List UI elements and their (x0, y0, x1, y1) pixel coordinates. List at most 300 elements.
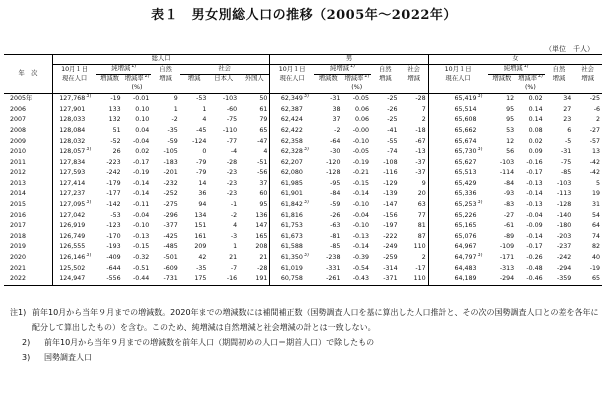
cell-m_rate: -0.15 (352, 179, 370, 187)
cell-m_pop: 61,985 (270, 179, 314, 190)
footnote-mark: 3) (86, 94, 92, 100)
year-cell: 2011 (10, 158, 27, 166)
note-3: 3) 国勢調査人口 (22, 353, 92, 362)
cell-t_jp: -110 (222, 126, 238, 134)
cell-f_chg: -93 (503, 190, 515, 198)
cell-m_soc: -28 (415, 95, 426, 103)
year-cell: 2019 (10, 243, 27, 251)
cell-f_chg: -89 (503, 232, 515, 240)
cell-t_rate: -0.17 (132, 158, 150, 166)
cell-f_nat: 34 (563, 95, 572, 103)
cell-m_chg: -59 (330, 201, 341, 209)
cell-t_nat: -609 (163, 264, 178, 272)
cell-t_chg: 51 (112, 126, 121, 134)
unit-label: （単位 千人） (545, 45, 594, 53)
cell-t_nat: -275 (163, 201, 178, 209)
cell-t_pop: 128,033 (52, 115, 96, 126)
cell-t_jp: -16 (208, 274, 239, 285)
footnote-mark: 3) (303, 200, 309, 206)
cell-f_pop: 64,189 (428, 274, 487, 285)
cell-t_rate: -0.13 (132, 232, 150, 240)
cell-t_pop: 127,7683) (52, 94, 96, 105)
cell-t_soc: 36 (198, 190, 207, 198)
cell-m_nat: -25 (387, 95, 398, 103)
cell-m_nat: -197 (383, 222, 398, 230)
footnote-mark: 3) (86, 200, 92, 206)
cell-t_nat: -2 (171, 116, 178, 124)
cell-m_rate: -0.43 (342, 274, 371, 285)
cell-t_pop: 126,555 (52, 242, 96, 253)
cell-f_rate: 0.14 (528, 105, 543, 113)
cell-f_rate: -0.46 (516, 274, 545, 285)
cell-t_fg: 37 (259, 179, 268, 187)
cell-t_nat: -201 (163, 169, 178, 177)
cell-t_fg: 136 (255, 211, 268, 219)
cell-f_chg: -114 (499, 169, 515, 177)
cell-t_pop: 127,042 (52, 211, 96, 222)
cell-f_rate: -0.26 (526, 254, 543, 262)
cell-f_nat: -128 (556, 201, 572, 209)
change-rate-unit-female: (%) (516, 84, 545, 94)
cell-t_pop: 124,947 (52, 274, 96, 285)
cell-m_pop: 60,758 (270, 274, 314, 285)
year-header: 年 次 (4, 55, 52, 94)
cell-m_chg: -85 (330, 243, 341, 251)
cell-t_fg: -51 (257, 158, 268, 166)
cell-m_chg: 38 (332, 105, 341, 113)
cell-m_chg: -84 (330, 190, 341, 198)
net-change-header-female: 純増減$^{1)}$ (488, 65, 545, 75)
net-change-header-male: 純増減$^{1)}$ (314, 65, 371, 75)
cell-t_jp: -23 (226, 169, 238, 177)
cell-f_pop: 65,076 (428, 232, 487, 243)
cell-m_rate: -0.10 (352, 137, 370, 145)
cell-f_rate: -0.16 (526, 158, 543, 166)
cell-m_nat: -25 (387, 116, 398, 124)
change-rate-unit-male: (%) (342, 84, 371, 94)
cell-f_chg: 56 (506, 148, 515, 156)
cell-f_chg: -313 (499, 264, 515, 272)
cell-m_pop: 61,673 (270, 232, 314, 243)
cell-t_jp: -23 (226, 179, 238, 187)
cell-m_nat: -249 (383, 243, 398, 251)
cell-f_rate: 0.02 (528, 137, 543, 145)
cell-m_chg: -331 (326, 264, 341, 272)
cell-m_soc: -37 (415, 158, 426, 166)
cell-t_soc: 0 (202, 148, 207, 156)
cell-t_fg: -28 (257, 264, 268, 272)
cell-m_chg: -26 (330, 211, 341, 219)
cell-m_soc: -18 (415, 126, 426, 134)
notes (10, 305, 600, 365)
cell-m_chg: -261 (314, 274, 343, 285)
footnote-mark: 3) (477, 94, 483, 100)
cell-t_soc: 161 (194, 232, 207, 240)
cell-f_soc: 64 (591, 222, 600, 230)
social-header-total-2: 増減 (187, 75, 201, 83)
cell-m_soc: 87 (417, 232, 426, 240)
year-cell: 2016 (10, 211, 27, 219)
cell-f_rate: -0.14 (526, 232, 543, 240)
year-cell: 2022 (4, 274, 52, 285)
cell-f_nat: -237 (556, 243, 572, 251)
cell-t_soc: -53 (196, 95, 207, 103)
cell-f_pop: 64,967 (428, 242, 487, 253)
cell-f_pop: 65,4193) (428, 94, 487, 105)
cell-t_fg: 61 (259, 105, 268, 113)
cell-t_jp: -23 (226, 190, 238, 198)
cell-m_nat: -156 (383, 211, 398, 219)
year-cell: 2008 (10, 126, 27, 134)
natural-header-male: 自然 (379, 65, 392, 73)
cell-t_pop: 127,593 (52, 168, 96, 179)
cell-m_soc: 77 (417, 211, 426, 219)
table-row (4, 200, 602, 211)
cell-f_pop: 65,513 (428, 168, 487, 179)
total-header: 総人口 (52, 55, 270, 65)
footnote-mark: 3) (303, 147, 309, 153)
natural-header-total: 自然 (159, 65, 172, 73)
cell-t_rate: 0.02 (135, 148, 150, 156)
cell-t_fg: 191 (239, 274, 270, 285)
cell-t_nat: -35 (167, 126, 178, 134)
cell-f_chg: -103 (499, 158, 515, 166)
table-row (4, 179, 602, 190)
cell-t_soc: 151 (194, 222, 207, 230)
cell-t_nat: -296 (163, 211, 178, 219)
year-cell: 2017 (10, 222, 27, 230)
table-row (4, 189, 602, 200)
cell-m_pop: 62,207 (270, 158, 314, 169)
cell-f_soc: -42 (589, 169, 600, 177)
cell-m_pop: 61,816 (270, 211, 314, 222)
cell-t_soc: 209 (194, 243, 207, 251)
cell-f_chg: -84 (503, 179, 515, 187)
cell-t_soc: 4 (202, 116, 207, 124)
cell-m_nat: -139 (383, 190, 398, 198)
net-change-header-total: 純増減$^{1)}$ (96, 65, 151, 75)
cell-t_rate: -0.10 (132, 222, 150, 230)
cell-t_nat: -485 (163, 243, 178, 251)
cell-m_pop: 61,588 (270, 242, 314, 253)
cell-f_soc: 82 (591, 243, 600, 251)
cell-t_rate: -0.14 (132, 190, 150, 198)
year-cell: 2021 (10, 264, 27, 272)
cell-m_nat: -129 (383, 179, 398, 187)
table-row (4, 221, 602, 232)
cell-f_soc: 31 (591, 201, 600, 209)
cell-m_nat: -314 (383, 264, 398, 272)
cell-f_nat: -103 (556, 179, 572, 187)
cell-m_pop: 61,901 (270, 189, 314, 200)
table-row (4, 147, 602, 158)
cell-f_soc: -57 (589, 137, 600, 145)
cell-t_soc: 42 (198, 254, 207, 262)
cell-f_nat: -242 (556, 254, 572, 262)
footnote-mark: 3) (86, 253, 92, 259)
cell-t_pop: 126,749 (52, 232, 96, 243)
cell-t_soc: 94 (198, 201, 207, 209)
cell-m_rate: -0.19 (352, 158, 370, 166)
cell-t_pop: 127,901 (52, 105, 96, 116)
cell-f_rate: -0.09 (526, 222, 543, 230)
cell-t_pop: 126,1463) (52, 253, 96, 264)
cell-t_pop: 125,502 (52, 264, 96, 275)
year-cell: 2012 (10, 169, 27, 177)
year-cell: 2005年 (10, 95, 33, 103)
footnote-mark: 3) (303, 253, 309, 259)
cell-m_soc: -67 (415, 137, 426, 145)
cell-t_fg: -47 (257, 137, 268, 145)
cell-f_nat: -140 (556, 211, 572, 219)
population-table (4, 54, 602, 286)
cell-t_fg: 65 (259, 126, 268, 134)
cell-f_pop: 64,483 (428, 264, 487, 275)
table-row (4, 232, 602, 243)
cell-f_pop: 65,2533) (428, 200, 487, 211)
cell-f_rate: 0.02 (528, 95, 543, 103)
cell-t_jp: -2 (230, 211, 238, 219)
cell-m_soc: 2 (421, 116, 426, 124)
table-row (4, 126, 602, 137)
cell-t_chg: -179 (106, 179, 121, 187)
cell-m_pop: 61,753 (270, 221, 314, 232)
table-row (4, 115, 602, 126)
cell-t_nat: -377 (163, 222, 178, 230)
note-1: 注1) 前年10月から当年９月までの増減数。2020年までの増減数には補間補正数（国勢調査人口を基に算出した人口推計と、その次の国勢調査人口との差を各年に配分して算出したもの）を含む。このため、純増減は自然増減と社会増減の計とは一致しない。 (10, 308, 599, 332)
cell-f_chg: 53 (506, 126, 515, 134)
cell-m_rate: -0.05 (352, 148, 370, 156)
cell-m_rate: -0.05 (352, 95, 370, 103)
table-row (4, 105, 602, 116)
cell-m_nat: -74 (387, 148, 398, 156)
cell-t_rate: -0.32 (132, 254, 150, 262)
cell-t_nat: -59 (167, 137, 178, 145)
pop-header-male: 10月１日 (270, 65, 314, 75)
cell-f_rate: -0.48 (526, 264, 543, 272)
cell-m_soc: 20 (417, 190, 426, 198)
cell-t_jp: -75 (226, 116, 238, 124)
cell-m_chg: -64 (330, 137, 341, 145)
cell-t_pop: 128,084 (52, 126, 96, 137)
cell-f_soc: 54 (591, 211, 600, 219)
cell-f_nat: -203 (556, 232, 572, 240)
change-rate-header-male: 増減率$^{2)}$ (344, 74, 370, 83)
cell-t_rate: -0.14 (132, 179, 150, 187)
cell-f_nat: -5 (564, 137, 572, 145)
change-rate-header-female: 増減率$^{2)}$ (518, 74, 543, 83)
cell-t_chg: 133 (108, 105, 121, 113)
cell-m_soc: 63 (417, 201, 426, 209)
cell-m_chg: -30 (330, 148, 341, 156)
cell-m_nat: -259 (383, 254, 398, 262)
cell-m_pop: 62,080 (270, 168, 314, 179)
cell-t_soc: -35 (196, 264, 207, 272)
cell-m_rate: -0.54 (352, 264, 370, 272)
cell-f_rate: 0.09 (528, 148, 543, 156)
cell-f_nat: 6 (567, 126, 572, 134)
cell-t_chg: -53 (110, 211, 121, 219)
table-row (4, 94, 602, 105)
cell-f_chg: 95 (506, 105, 515, 113)
table-row (4, 253, 602, 264)
table-row (4, 136, 602, 147)
cell-m_nat: -116 (383, 169, 398, 177)
cell-f_pop: 65,7303) (428, 147, 487, 158)
cell-f_chg: -109 (499, 243, 515, 251)
cell-f_nat: -359 (545, 274, 574, 285)
cell-t_chg: -19 (110, 95, 121, 103)
footnote-mark: 3) (477, 200, 483, 206)
cell-m_rate: -0.14 (352, 243, 370, 251)
year-cell: 2006 (10, 105, 27, 113)
change-rate-unit-total: (%) (123, 84, 152, 94)
cell-t_jp: -103 (222, 95, 238, 103)
cell-f_rate: -0.14 (526, 190, 543, 198)
cell-t_chg: -193 (106, 243, 121, 251)
cell-t_pop: 126,919 (52, 221, 96, 232)
male-header: 男 (270, 55, 428, 65)
cell-t_chg: 132 (108, 116, 121, 124)
cell-f_soc: -19 (589, 264, 600, 272)
cell-m_nat: -55 (387, 137, 398, 145)
cell-m_chg: -2 (334, 126, 341, 134)
cell-t_rate: 0.04 (135, 126, 150, 134)
cell-f_rate: -0.13 (526, 179, 543, 187)
pop-header-total: 10月１日 (52, 65, 96, 75)
cell-m_pop: 62,3283) (270, 147, 314, 158)
cell-t_pop: 127,834 (52, 158, 96, 169)
cell-f_soc: 13 (591, 148, 600, 156)
cell-f_chg: 12 (506, 95, 515, 103)
cell-f_chg: -27 (503, 211, 515, 219)
cell-t_jp: -7 (230, 264, 238, 272)
cell-t_fg: 147 (255, 222, 268, 230)
social-header-total: 社会 (180, 65, 270, 75)
table-row (4, 242, 602, 253)
cell-t_soc: 175 (180, 274, 209, 285)
cell-f_chg: -61 (503, 222, 515, 230)
cell-t_rate: -0.15 (132, 243, 150, 251)
note-2: 2) 前年10月から当年９月までの増減数を前年人口（期間初めの人口＝期首人口）で除したもの (22, 338, 375, 347)
cell-t_rate: -0.44 (123, 274, 152, 285)
footnote-mark: 3) (303, 94, 309, 100)
cell-t_fg: 50 (259, 95, 268, 103)
cell-m_pop: 61,8423) (270, 200, 314, 211)
cell-m_pop: 61,3503) (270, 253, 314, 264)
cell-t_chg: -170 (106, 232, 121, 240)
cell-t_nat: -252 (163, 190, 178, 198)
year-cell: 2007 (10, 116, 27, 124)
cell-m_chg: -95 (330, 179, 341, 187)
cell-t_jp: -4 (230, 148, 238, 156)
cell-t_soc: 134 (194, 211, 207, 219)
cell-f_pop: 64,7973) (428, 253, 487, 264)
change-num-header-female: 増減数 (492, 75, 512, 83)
cell-f_chg: -83 (503, 201, 515, 209)
cell-m_soc: -17 (415, 264, 426, 272)
year-cell: 2013 (10, 179, 27, 187)
cell-t_rate: 0.10 (135, 116, 150, 124)
cell-f_soc: 40 (591, 254, 600, 262)
cell-t_nat: -232 (163, 179, 178, 187)
cell-m_pop: 62,3493) (270, 94, 314, 105)
cell-f_pop: 65,608 (428, 115, 487, 126)
cell-t_chg: -242 (106, 169, 121, 177)
cell-t_pop: 127,414 (52, 179, 96, 190)
japanese-header: 日本人 (214, 75, 234, 83)
cell-f_nat: -294 (556, 264, 572, 272)
cell-t_rate: -0.11 (132, 201, 150, 209)
cell-m_chg: -63 (330, 222, 341, 230)
social-header-male-2: 増減 (407, 75, 420, 83)
cell-f_rate: -0.04 (526, 211, 543, 219)
cell-t_nat: -425 (163, 232, 178, 240)
foreigner-header: 外国人 (244, 75, 264, 83)
cell-t_pop: 127,237 (52, 189, 96, 200)
cell-t_fg: -56 (257, 169, 268, 177)
cell-f_rate: -0.13 (526, 201, 543, 209)
social-header-female: 社会 (581, 65, 594, 73)
cell-f_soc: 5 (595, 179, 600, 187)
cell-t_rate: -0.51 (132, 264, 150, 272)
cell-f_soc: 65 (573, 274, 602, 285)
pop-header-total-2: 現在人口 (52, 75, 96, 85)
cell-m_rate: -0.39 (352, 254, 370, 262)
cell-f_nat: 23 (563, 116, 572, 124)
cell-t_chg: -223 (106, 158, 121, 166)
footnote-mark: 3) (86, 147, 92, 153)
cell-f_soc: 19 (591, 190, 600, 198)
cell-t_fg: 79 (259, 116, 268, 124)
cell-f_pop: 65,165 (428, 221, 487, 232)
table-row (4, 158, 602, 169)
cell-t_pop: 127,0953) (52, 200, 96, 211)
cell-t_chg: 26 (112, 148, 121, 156)
cell-t_soc: -124 (192, 137, 207, 145)
cell-t_soc: 14 (198, 179, 207, 187)
natural-header-female: 自然 (552, 65, 566, 73)
pop-header-male-2: 現在人口 (270, 75, 314, 85)
cell-t_chg: -644 (106, 264, 121, 272)
cell-m_chg: -238 (326, 254, 341, 262)
cell-m_rate: -0.10 (352, 222, 370, 230)
cell-t_nat: -105 (163, 148, 178, 156)
cell-t_chg: -142 (106, 201, 121, 209)
table-row (4, 211, 602, 222)
cell-f_nat: -85 (560, 169, 572, 177)
cell-f_pop: 65,674 (428, 136, 487, 147)
cell-f_chg: -171 (499, 254, 515, 262)
cell-m_nat: -108 (383, 158, 398, 166)
cell-m_pop: 62,387 (270, 105, 314, 116)
cell-m_rate: 0.06 (354, 105, 370, 113)
natural-header-total-2: 増減 (159, 75, 172, 83)
cell-t_chg: -123 (106, 222, 121, 230)
cell-f_chg: -294 (488, 274, 517, 285)
cell-m_chg: 37 (332, 116, 341, 124)
footnote-mark: 3) (477, 253, 483, 259)
cell-m_pop: 62,358 (270, 136, 314, 147)
social-header-male: 社会 (407, 65, 420, 73)
cell-t_rate: 0.10 (135, 105, 150, 113)
cell-m_rate: -0.14 (352, 190, 370, 198)
cell-t_nat: 1 (173, 105, 178, 113)
cell-f_pop: 65,336 (428, 189, 487, 200)
cell-t_fg: 21 (259, 254, 268, 262)
cell-m_soc: -37 (415, 169, 426, 177)
cell-m_soc: 7 (421, 105, 426, 113)
